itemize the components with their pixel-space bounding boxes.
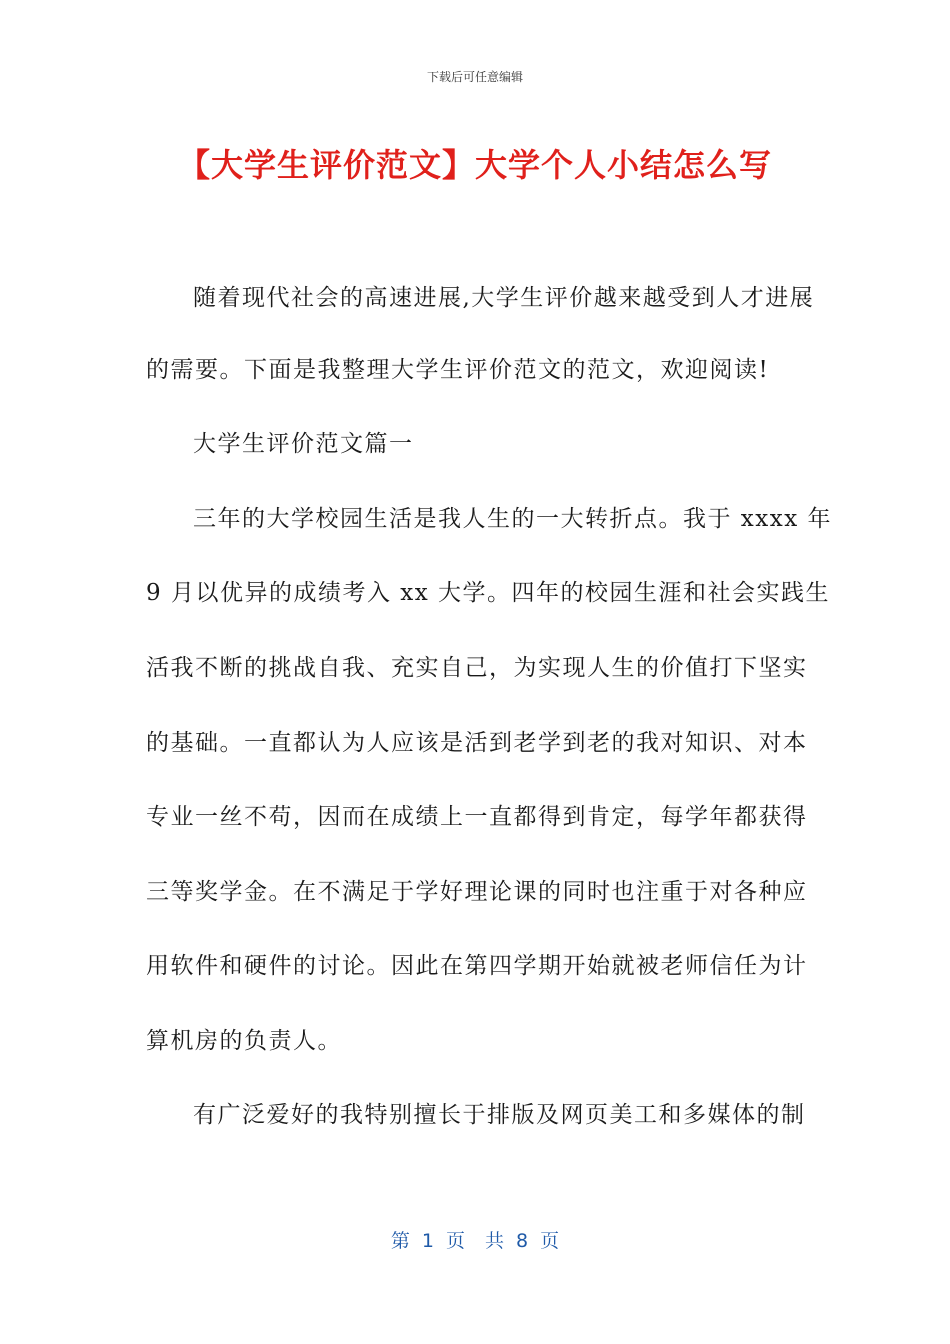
- header-note: 下载后可任意编辑: [426, 70, 523, 84]
- section-heading: 大学生评价范文篇一: [193, 431, 414, 457]
- paragraph-line: 专业一丝不苟，因而在成绩上一直都得到肯定，每学年都获得: [146, 804, 808, 830]
- current-page-number: 1: [421, 1230, 434, 1252]
- paragraph-line: 随着现代社会的高速进展,大学生评价越来越受到人才进展: [193, 285, 815, 311]
- paragraph-line: 的需要。下面是我整理大学生评价范文的范文，欢迎阅读!: [146, 357, 770, 383]
- page-label-mid: 页 共: [445, 1230, 505, 1252]
- paragraph-line: 活我不断的挑战自我、充实自己，为实现人生的价值打下坚实: [146, 655, 808, 681]
- page-label-prefix: 第: [390, 1230, 410, 1252]
- paragraph-line: 三等奖学金。在不满足于学好理论课的同时也注重于对各种应: [146, 879, 808, 905]
- page-footer: [0, 1226, 950, 1253]
- paragraph-line: 三年的大学校园生活是我人生的一大转折点。我于 xxxx 年: [193, 506, 833, 532]
- paragraph-line: 9 月以优异的成绩考入 xx 大学。四年的校园生涯和社会实践生: [146, 580, 831, 606]
- page-label-suffix: 页: [540, 1230, 560, 1252]
- total-pages-number: 8: [516, 1230, 529, 1252]
- paragraph-line: 有广泛爱好的我特别擅长于排版及网页美工和多媒体的制: [193, 1102, 806, 1128]
- paragraph-line: 的基础。一直都认为人应该是活到老学到老的我对知识、对本: [146, 730, 808, 756]
- paragraph-line: 用软件和硬件的讨论。因此在第四学期开始就被老师信任为计: [146, 953, 808, 979]
- paragraph-line: 算机房的负责人。: [146, 1028, 342, 1054]
- document-title: 【大学生评价范文】大学个人小结怎么写: [177, 146, 772, 184]
